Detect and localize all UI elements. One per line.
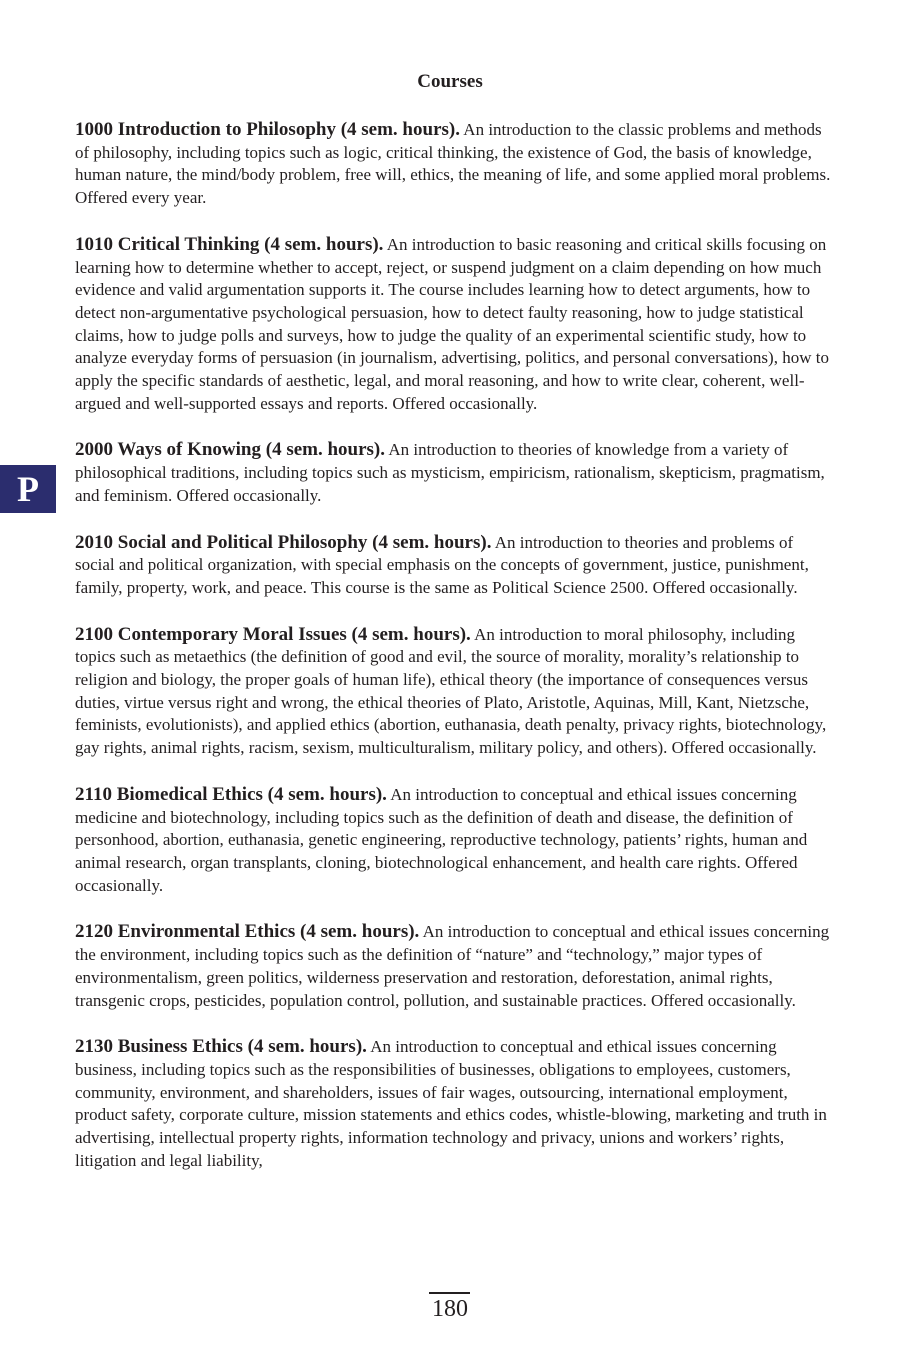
course-description: An introduction to moral philosophy, including topics such as metaethics (the definition of good and evil, the source of morality, morality’s relationship to religion and biology, the proper goals of human life), ethical theory (the importance of consequences versus duties, virtue versus right and wrong, the ethical theories of Plato, Aristotle, Aquinas, Mill, Kant, Nietzsche, feminists, evolutionists), and applied ethics (abortion, euthanasia, death penalty, privacy rights, biotechnology, gay rights, animal rights, racism, sexism, multiculturalism, military policy, and others). Offered occasionally. — [75, 624, 827, 758]
course-description: An introduction to conceptual and ethical issues concerning medicine and biotechnology, including topics such as the definition of death and disease, the definition of personhood, abortion, euthanasia, genetic engineering, reproductive technology, patients’ rights, human and animal research, organ transplants, cloning, biotechnological enhancement, and health care rights. Offered occasionally. — [75, 784, 808, 895]
course-title: 2130 Business Ethics (4 sem. hours). — [75, 1036, 367, 1058]
page-heading: Courses — [417, 71, 483, 92]
course-title: 1010 Critical Thinking (4 sem. hours). — [75, 233, 384, 255]
course-title: 1000 Introduction to Philosophy (4 sem. hours). — [75, 119, 460, 140]
course-title: 2110 Biomedical Ethics (4 sem. hours). — [75, 783, 387, 805]
course-title: 2120 Environmental Ethics (4 sem. hours). — [75, 921, 420, 943]
course-entry — [75, 439, 835, 507]
course-entry — [75, 1036, 835, 1172]
course-entry — [75, 119, 835, 210]
course-description: An introduction to basic reasoning and critical skills focusing on learning how to determine whether to accept, reject, or suspend judgment on a claim depending on how much evidence and valid argumentation supports it. The course includes learning how to detect arguments, how to detect non-argumentative psychological persuasion, how to detect faulty reasoning, how to judge statistical claims, how to judge polls and surveys, how to judge the quality of an experimental scientific study, how to analyze everyday forms of persuasion (in journalism, advertising, politics, and personal conversations), how to apply the specific standards of aesthetic, legal, and moral reasoning, and how to write clear, coherent, well-argued and well-supported essays and reports. Offered occasionally. — [75, 234, 829, 413]
section-tab: P — [0, 465, 56, 513]
course-description: An introduction to conceptual and ethical issues concerning business, including topics such as the responsibilities of businesses, obligations to employees, customers, community, environment, and shareholders, issues of fair wages, outsourcing, international employment, product safety, corporate culture, mission statements and ethics codes, whistle-blowing, marketing and truth in advertising, intellectual property rights, information technology and privacy, unions and workers’ rights, litigation and legal liability, — [75, 1037, 827, 1170]
course-entry — [75, 624, 835, 760]
course-description: An introduction to the classic problems and methods of philosophy, including topics such as logic, critical thinking, the existence of God, the basis of knowledge, human nature, the mind/body problem, free will, ethics, the meaning of life, and some applied moral problems. Offered every year. — [75, 120, 831, 208]
course-description: An introduction to theories of knowledge from a variety of philosophical traditions, including topics such as mysticism, empiricism, rationalism, skepticism, pragmatism, and feminism. Offered occasionally. — [75, 440, 825, 505]
course-list — [75, 119, 835, 1196]
course-description: An introduction to conceptual and ethical issues concerning the environment, including topics such as the definition of “nature” and “technology,” major types of environmentalism, green politics, wilderness preservation and restoration, deforestation, animal rights, transgenic crops, pesticides, population control, pollution, and sustainable practices. Offered occasionally. — [75, 922, 830, 1010]
course-entry — [75, 921, 835, 1012]
course-title: 2100 Contemporary Moral Issues (4 sem. hours). — [75, 623, 471, 645]
course-description: An introduction to theories and problems of social and political organization, with special emphasis on the concepts of government, justice, punishment, family, property, work, and peace. This course is the same as Political Science 2500. Offered occasionally. — [75, 532, 809, 597]
course-entry — [75, 234, 835, 416]
course-title: 2010 Social and Political Philosophy (4 sem. hours). — [75, 531, 492, 553]
course-entry — [75, 784, 835, 898]
course-entry — [75, 532, 835, 600]
course-title: 2000 Ways of Knowing (4 sem. hours). — [75, 439, 386, 461]
page-number: 180 — [432, 1296, 468, 1322]
